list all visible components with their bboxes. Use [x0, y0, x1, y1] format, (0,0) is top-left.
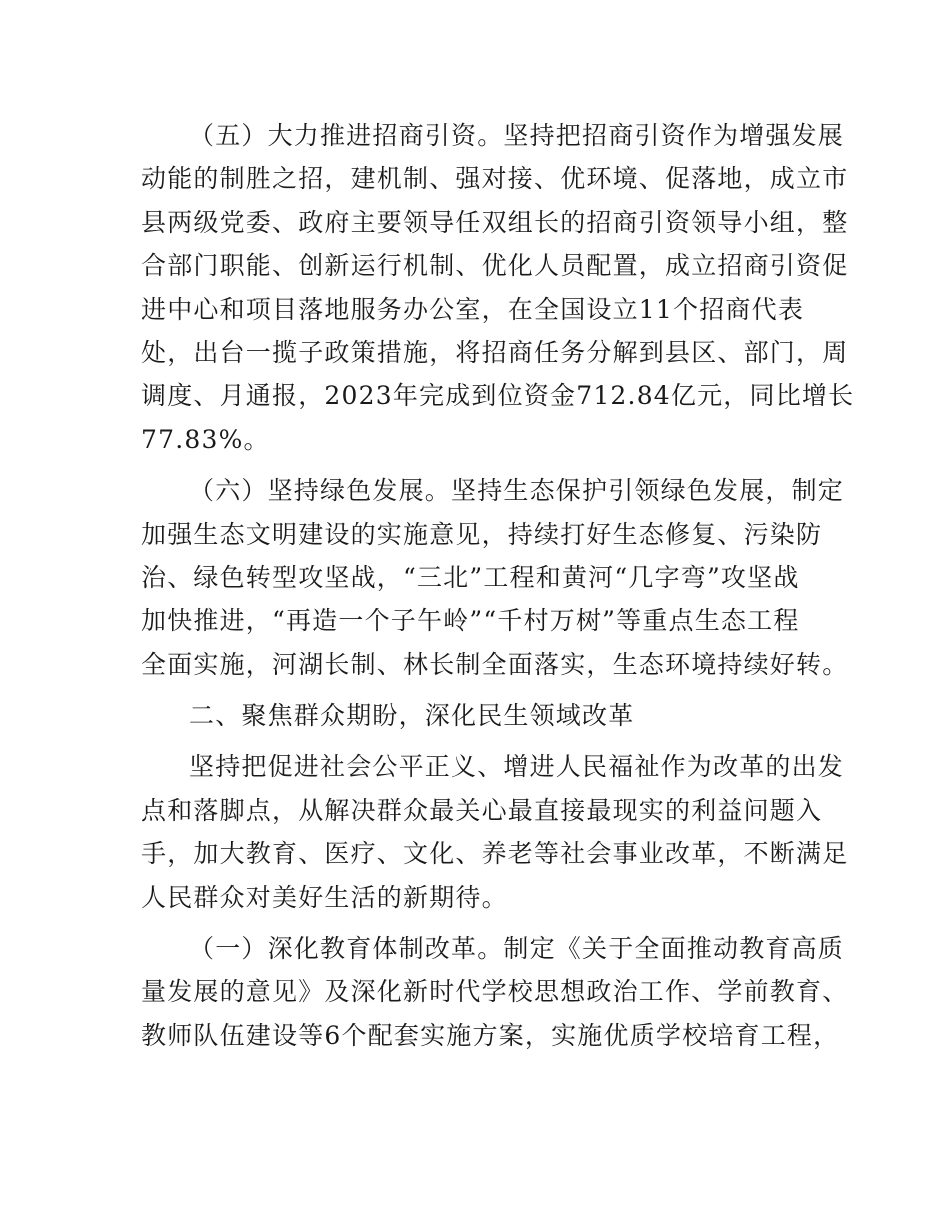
paragraph-line: 调度、月通报，2023年完成到位资金712.84亿元，同比增长 — [141, 381, 855, 411]
paragraph-line: 量发展的意见》及深化新时代学校思想政治工作、学前教育、 — [141, 977, 849, 1007]
paragraph-line: 加快推进，“再造一个子午岭”“千村万树”等重点生态工程 — [141, 606, 800, 636]
paragraph-line: 坚持把促进社会公平正义、增进人民福祉作为改革的出发 — [189, 752, 845, 782]
paragraph-line: 手，加大教育、医疗、文化、养老等社会事业改革，不断满足 — [141, 839, 849, 869]
paragraph-line: （六）坚持绿色发展。坚持生态保护引领绿色发展，制定 — [189, 476, 845, 506]
paragraph-line: 77.83%。 — [141, 424, 270, 454]
section-heading: 二、聚焦群众期盼，深化民生领域改革 — [189, 701, 635, 731]
paragraph-line: 进中心和项目落地服务办公室，在全国设立11个招商代表 — [141, 294, 805, 324]
paragraph-line: 县两级党委、政府主要领导任双组长的招商引资领导小组，整 — [141, 207, 849, 237]
document-body — [141, 114, 855, 1057]
paragraph-line: 全面实施，河湖长制、林长制全面落实，生态环境持续好转。 — [141, 649, 849, 679]
paragraph-line: （一）深化教育体制改革。制定《关于全面推动教育高质 — [189, 934, 845, 964]
paragraph-line: 处，出台一揽子政策措施，将招商任务分解到县区、部门，周 — [141, 337, 849, 367]
paragraph-line: 治、绿色转型攻坚战，“三北”工程和黄河“几字弯”攻坚战 — [141, 562, 800, 592]
paragraph-line: 合部门职能、创新运行机制、优化人员配置，成立招商引资促 — [141, 251, 849, 281]
paragraph-line: 点和落脚点，从解决群众最关心最直接最现实的利益问题入 — [141, 795, 823, 825]
paragraph-line: 人民群众对美好生活的新期待。 — [141, 882, 508, 912]
paragraph-line: 教师队伍建设等6个配套实施方案，实施优质学校培育工程， — [141, 1020, 840, 1050]
paragraph-line: 动能的制胜之招，建机制、强对接、优环境、促落地，成立市 — [141, 164, 849, 194]
paragraph-line: （五）大力推进招商引资。坚持把招商引资作为增强发展 — [189, 121, 845, 150]
paragraph-line: 加强生态文明建设的实施意见，持续打好生态修复、污染防 — [141, 519, 823, 549]
